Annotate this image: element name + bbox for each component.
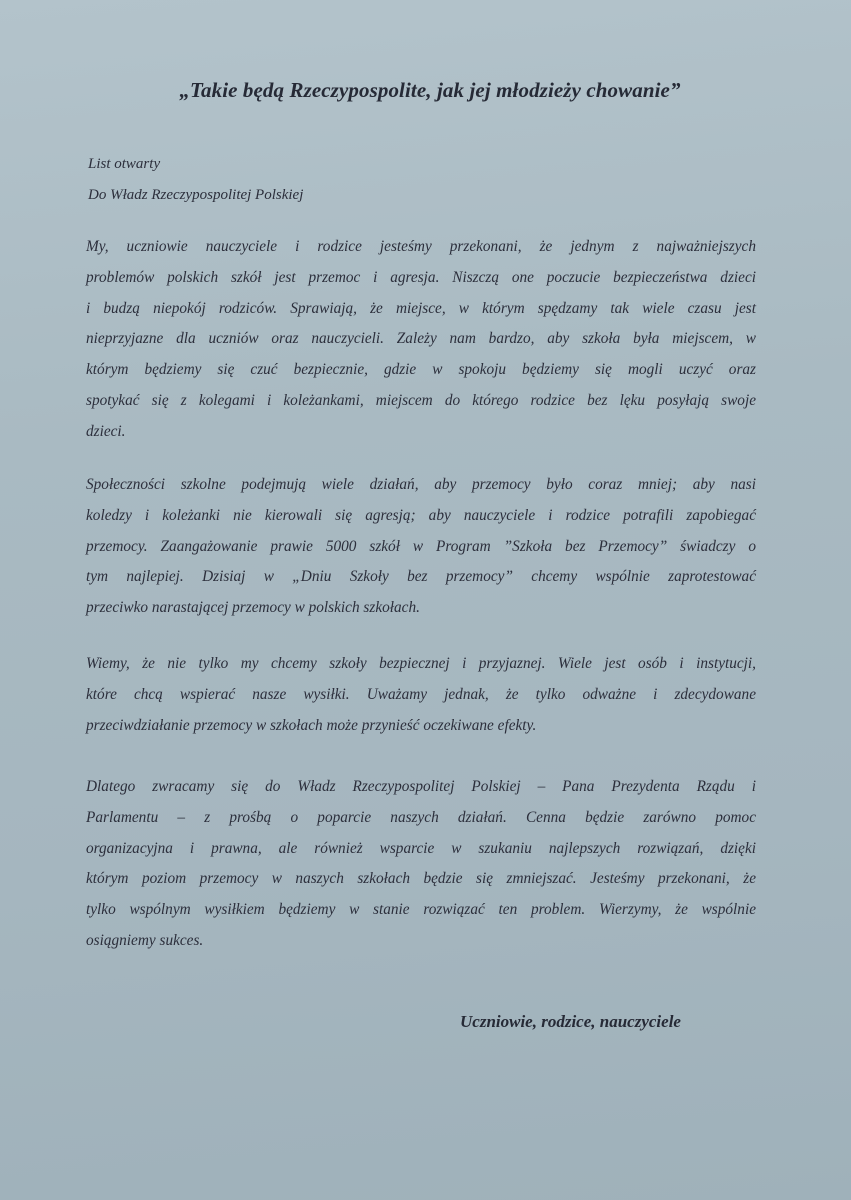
letter-heading xyxy=(88,149,303,211)
letter-type-label: List otwarty xyxy=(88,156,161,172)
paragraph-line: osiągniemy sukces. xyxy=(86,931,204,949)
paragraph-line: organizacyjna i prawna, ale również wsparcie w szukaniu najlepszych rozwiązań, dzięki xyxy=(86,839,756,857)
paragraph-line: którym poziom przemocy w naszych szkołach będzie się zmniejszać. Jesteśmy przekonani, że xyxy=(86,870,756,888)
paragraph-2 xyxy=(86,470,756,624)
paragraph-line: spotykać się z kolegami i koleżankami, miejscem do którego rodzice bez lęku posyłają swoje xyxy=(86,391,756,409)
paragraph-line: przeciwdziałanie przemocy w szkołach może przynieść oczekiwane efekty. xyxy=(86,716,537,734)
paragraph-line: Dlatego zwracamy się do Władz Rzeczypospolitej Polskiej – Pana Prezydenta Rządu i xyxy=(86,778,756,795)
paragraph-line: problemów polskich szkół jest przemoc i agresja. Niszczą one poczucie bezpieczeństwa dzieci xyxy=(86,268,756,286)
paragraph-4 xyxy=(86,772,756,957)
paragraph-line: przeciwko narastającej przemocy w polskich szkołach. xyxy=(86,599,420,617)
paragraph-line: nieprzyjazne dla uczniów oraz nauczycieli. Zależy nam bardzo, aby szkoła była miejscem, w xyxy=(86,330,756,348)
paragraph-line: koledzy i koleżanki nie kierowali się agresją; aby nauczyciele i rodzice potrafili zapobiegać xyxy=(86,506,756,524)
paragraph-line: które chcą wspierać nasze wysiłki. Uważamy jednak, że tylko odważne i zdecydowane xyxy=(86,685,756,703)
paragraph-3 xyxy=(86,649,756,741)
paragraph-line: Parlamentu – z prośbą o poparcie naszych działań. Cenna będzie zarówno pomoc xyxy=(86,808,756,826)
paragraph-line: i budzą niepokój rodziców. Sprawiają, że miejsce, w którym spędzamy tak wiele czasu jest xyxy=(86,299,756,317)
paragraph-1 xyxy=(86,232,756,448)
letter-signature: Uczniowie, rodzice, nauczyciele xyxy=(460,1012,681,1031)
paragraph-line: tym najlepiej. Dzisiaj w „Dniu Szkoły bez przemocy” chcemy wspólnie zaprotestować xyxy=(86,568,756,586)
paragraph-line: Społeczności szkolne podejmują wiele działań, aby przemocy było coraz mniej; aby nasi xyxy=(86,476,756,493)
letter-addressee: Do Władz Rzeczypospolitej Polskiej xyxy=(88,187,304,203)
paragraph-line: My, uczniowie nauczyciele i rodzice jesteśmy przekonani, że jednym z najważniejszych xyxy=(86,238,756,255)
letter-title: „Takie będą Rzeczypospolite, jak jej młodzieży chowanie” xyxy=(179,78,681,102)
paragraph-line: przemocy. Zaangażowanie prawie 5000 szkół w Program ”Szkoła bez Przemocy” świadczy o xyxy=(86,537,756,555)
paragraph-line: Wiemy, że nie tylko my chcemy szkoły bezpiecznej i przyjaznej. Wiele jest osób i instytucji, xyxy=(86,655,756,672)
paragraph-line: dzieci. xyxy=(86,422,126,440)
paragraph-line: którym będziemy się czuć bezpiecznie, gdzie w spokoju będziemy się mogli uczyć oraz xyxy=(86,361,756,379)
paragraph-line: tylko wspólnym wysiłkiem będziemy w stanie rozwiązać ten problem. Wierzymy, że wspólnie xyxy=(86,901,756,919)
